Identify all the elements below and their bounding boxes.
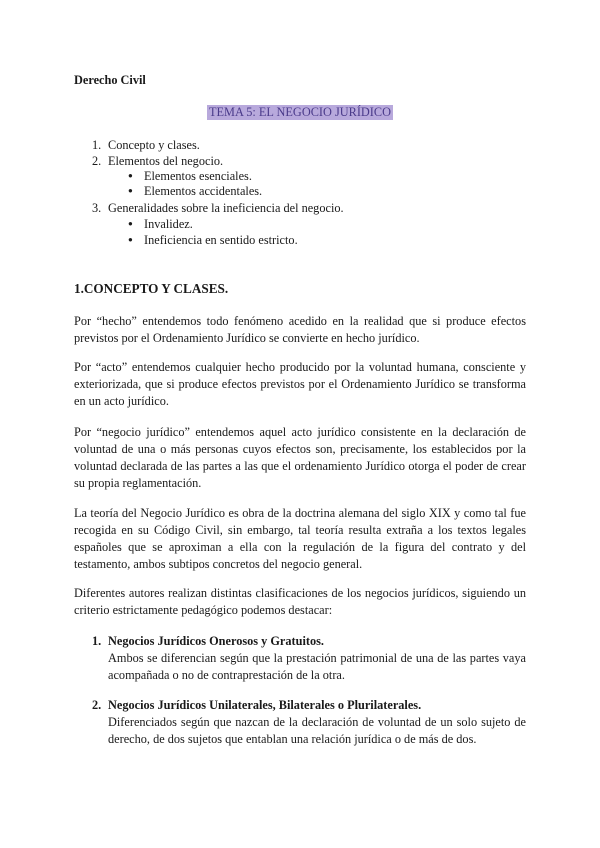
paragraph: La teoría del Negocio Jurídico es obra de la doctrina alemana del siglo XIX y como tal fue recogida en su Código Civil, sin embargo, tal teoría resulta extraña a los textos legales españoles que se aproximan a ella con la regulación de la figura del contrato y del testamento, ambos subtipos concretos del negocio general. [74, 506, 526, 571]
outline-item-label: Elementos del negocio. [108, 154, 224, 168]
classification-title: Negocios Jurídicos Onerosos y Gratuitos. [108, 634, 324, 648]
paragraph: Por “hecho” entendemos todo fenómeno acedido en la realidad que si produce efectos previstos por el Ordenamiento Jurídico se convierte en hecho jurídico. [74, 314, 526, 345]
bullet-icon: ● [128, 219, 133, 228]
classification-number: 2. [92, 698, 102, 712]
bullet-icon: ● [128, 171, 133, 180]
outline-item-label: Generalidades sobre la ineficiencia del negocio. [108, 201, 344, 215]
classification-title: Negocios Jurídicos Unilaterales, Bilaterales o Plurilaterales. [108, 698, 422, 712]
outline-subitem-label: Invalidez. [144, 217, 193, 231]
outline-subitem-label: Elementos esenciales. [144, 169, 252, 183]
classification-number: 1. [92, 634, 102, 648]
paragraph: Por “negocio jurídico” entendemos aquel acto jurídico consistente en la declaración de voluntad de una o más personas cuyos efectos son, precisamente, los establecidos por la voluntad declarada de las partes a las que el ordenamiento Jurídico otorga el poder de crear su propia reglamentación. [74, 425, 526, 490]
title-container [0, 103, 600, 121]
outline-item-label: Concepto y clases. [108, 138, 200, 152]
bullet-icon: ● [128, 186, 133, 195]
paragraph: Diferentes autores realizan distintas clasificaciones de los negocios jurídicos, siguiendo un criterio estrictamente pedagógico podemos destacar: [74, 586, 526, 617]
section-heading: 1.CONCEPTO Y CLASES. [74, 281, 229, 296]
paragraph: Por “acto” entendemos cualquier hecho producido por la voluntad humana, consciente y exteriorizada, que si produce efectos previstos por el Ordenamiento Jurídico se transforma en un acto jurídico. [74, 360, 526, 408]
outline-number: 3. [92, 201, 102, 215]
document-title: TEMA 5: EL NEGOCIO JURÍDICO [209, 105, 391, 119]
course-header: Derecho Civil [74, 73, 146, 87]
outline-number: 2. [92, 154, 102, 168]
classification-body: Ambos se diferencian según que la prestación patrimonial de una de las partes vaya acompañada o no de contraprestación de la otra. [108, 651, 526, 682]
outline-number: 1. [92, 138, 102, 152]
bullet-icon: ● [128, 235, 133, 244]
outline-subitem-label: Ineficiencia en sentido estricto. [144, 233, 298, 247]
outline-subitem-label: Elementos accidentales. [144, 184, 263, 198]
classification-body: Diferenciados según que nazcan de la declaración de voluntad de un solo sujeto de derecho, de dos sujetos que entablan una relación jurídica o de más de dos. [108, 715, 526, 746]
